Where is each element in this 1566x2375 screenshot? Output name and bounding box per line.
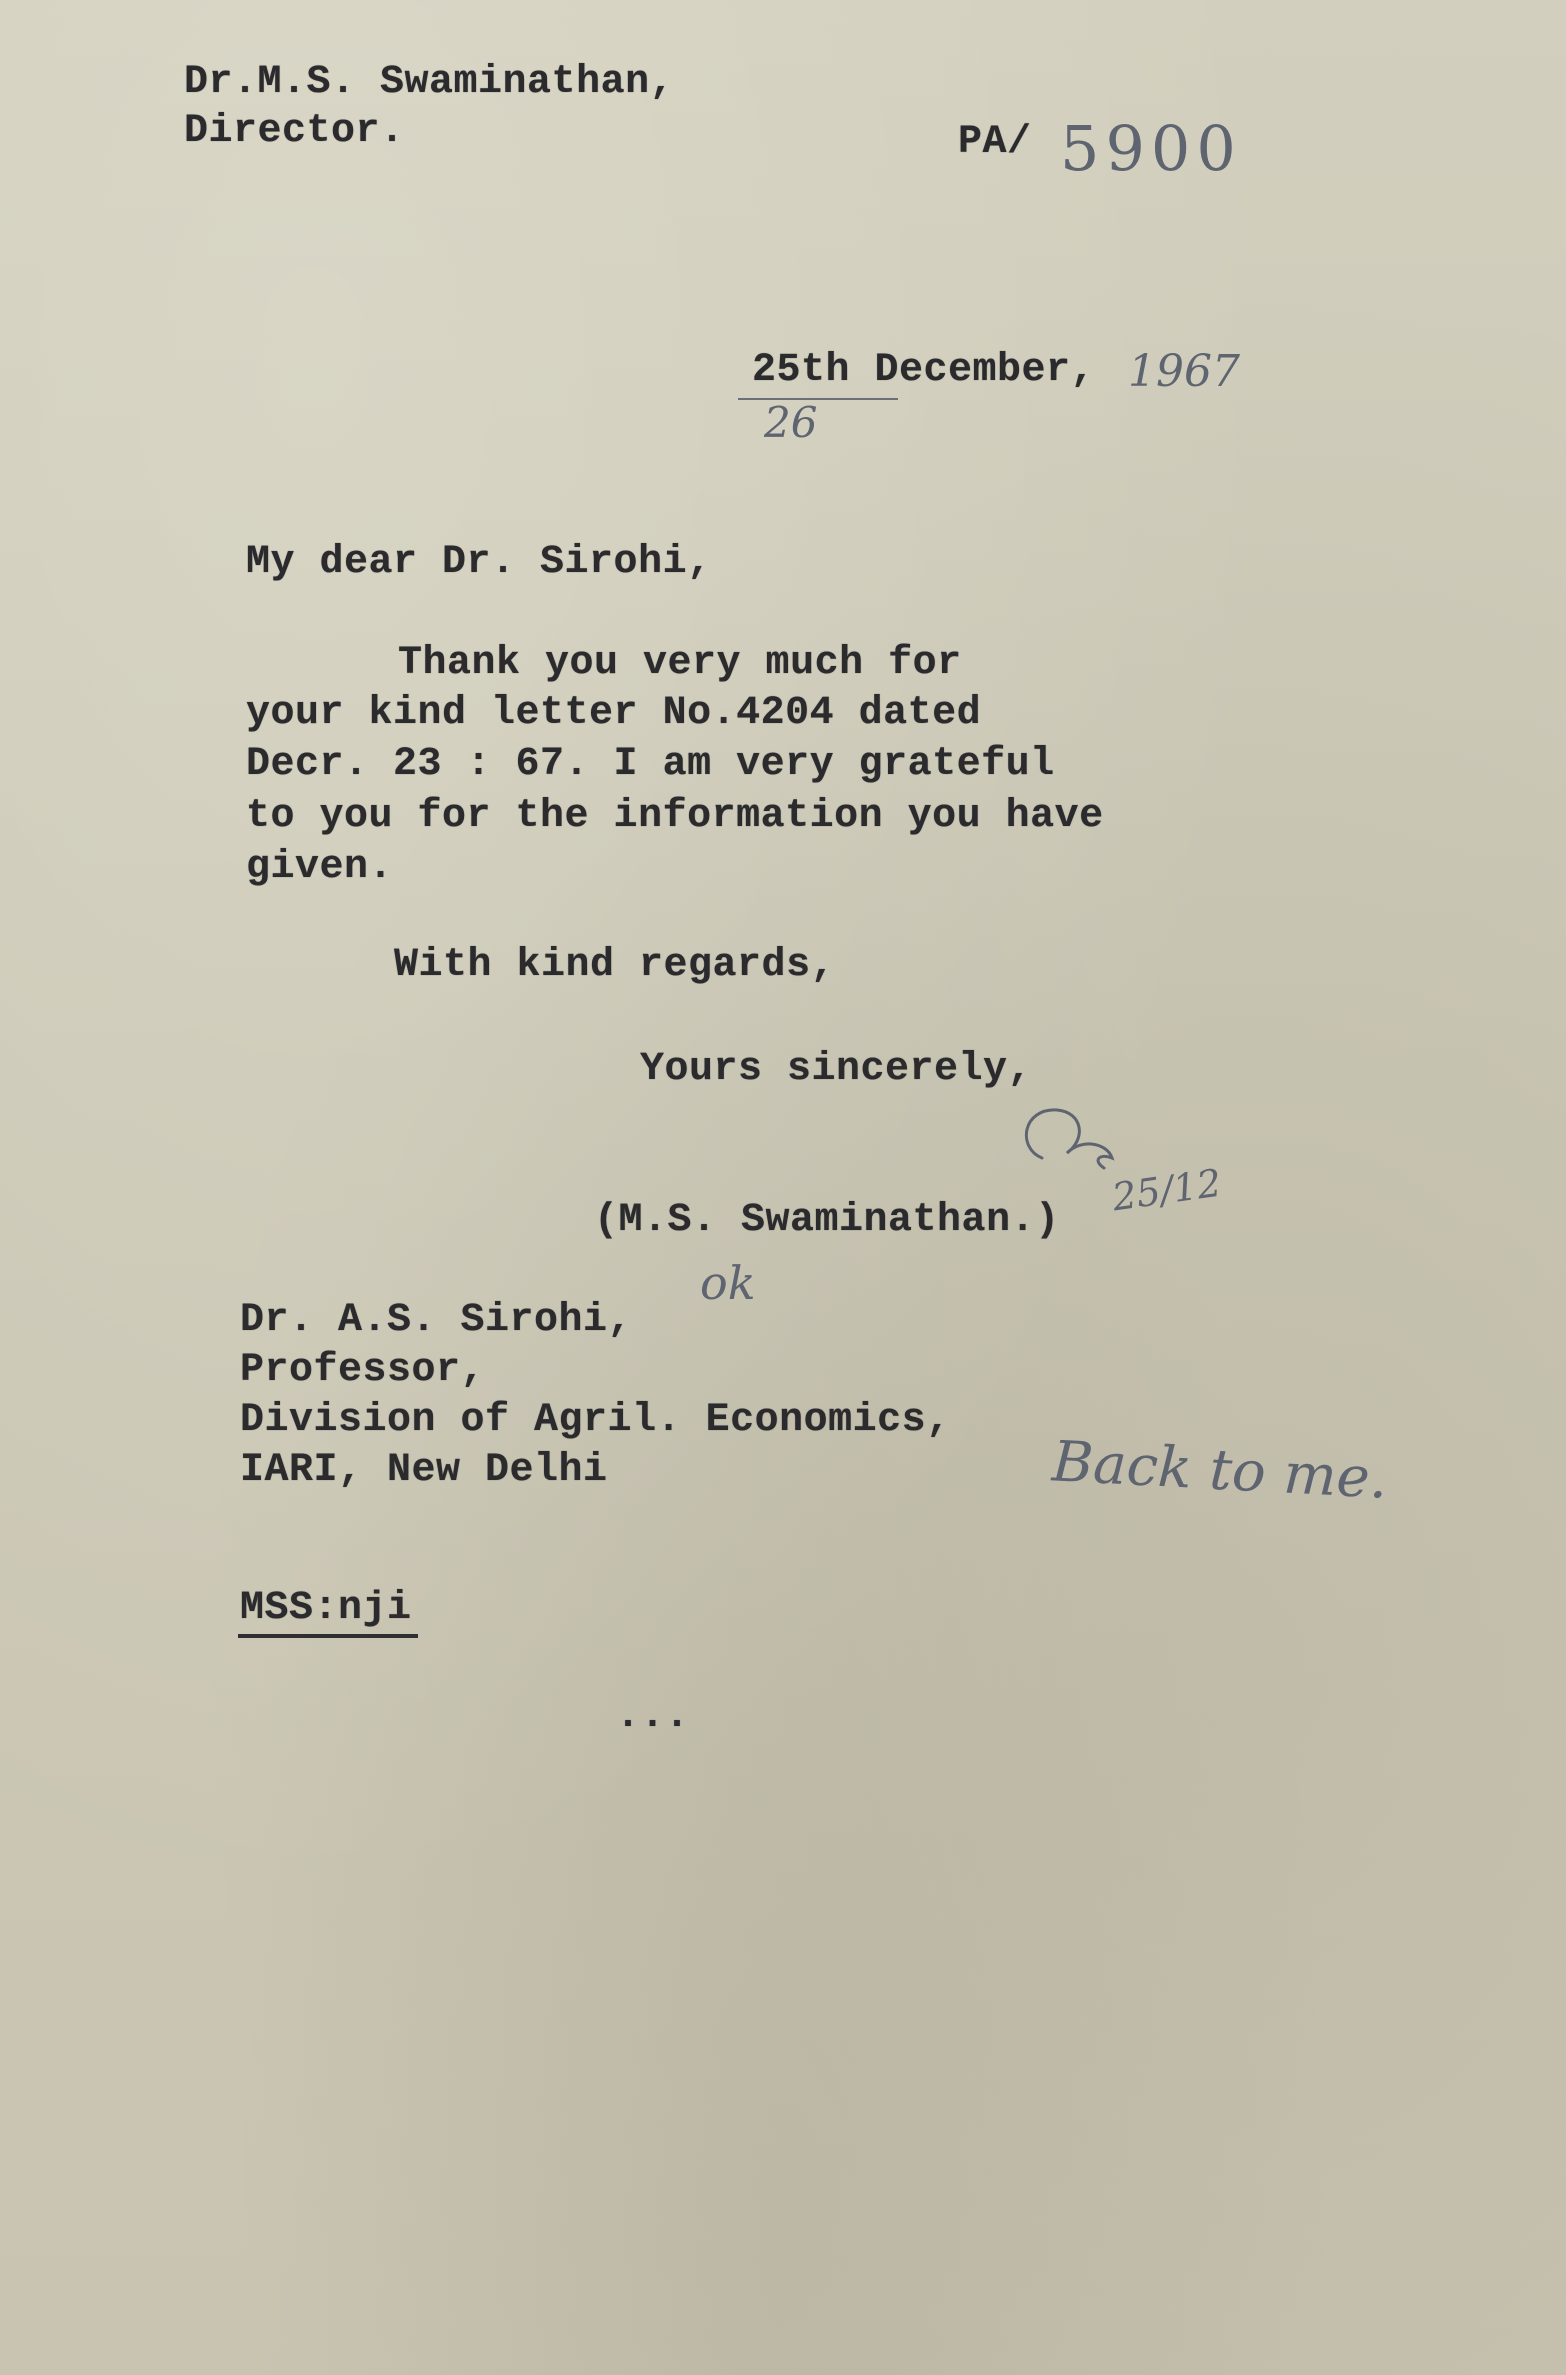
letter-date: 25th December, (752, 348, 1096, 393)
closing: With kind regards, (394, 943, 836, 988)
reference-number: 5900 (1060, 112, 1242, 185)
signature-annotation: 25/12 (1109, 1160, 1225, 1220)
signatory-name: (M.S. Swaminathan.) (594, 1198, 1060, 1243)
recipient-line: Professor, (240, 1348, 486, 1393)
date-correction: 26 (764, 398, 818, 447)
sender-title: Director. (184, 109, 405, 154)
date-year: 1967 (1128, 346, 1240, 397)
recipient-line: Division of Agril. Economics, (240, 1398, 951, 1443)
recipient-line: IARI, New Delhi (240, 1448, 608, 1493)
body-line: to you for the information you have (246, 794, 1104, 839)
margin-note: Back to me. (1050, 1429, 1390, 1512)
reference-initials-underline (238, 1634, 418, 1638)
recipient-initial: ok (700, 1256, 756, 1310)
reference-prefix: PA/ (958, 120, 1032, 165)
date-strike-line (738, 398, 898, 400)
body-line: Decr. 23 : 67. I am very grateful (246, 742, 1055, 787)
signoff: Yours sincerely, (640, 1047, 1033, 1092)
body-line: your kind letter No.4204 dated (246, 691, 982, 736)
body-line: Thank you very much for (398, 641, 962, 686)
reference-initials: MSS:nji (240, 1586, 412, 1631)
body-line: given. (246, 845, 394, 890)
recipient-line: Dr. A.S. Sirohi, (240, 1298, 633, 1343)
sender-name: Dr.M.S. Swaminathan, (184, 60, 675, 105)
end-mark: ... (616, 1694, 690, 1739)
salutation: My dear Dr. Sirohi, (246, 540, 712, 585)
